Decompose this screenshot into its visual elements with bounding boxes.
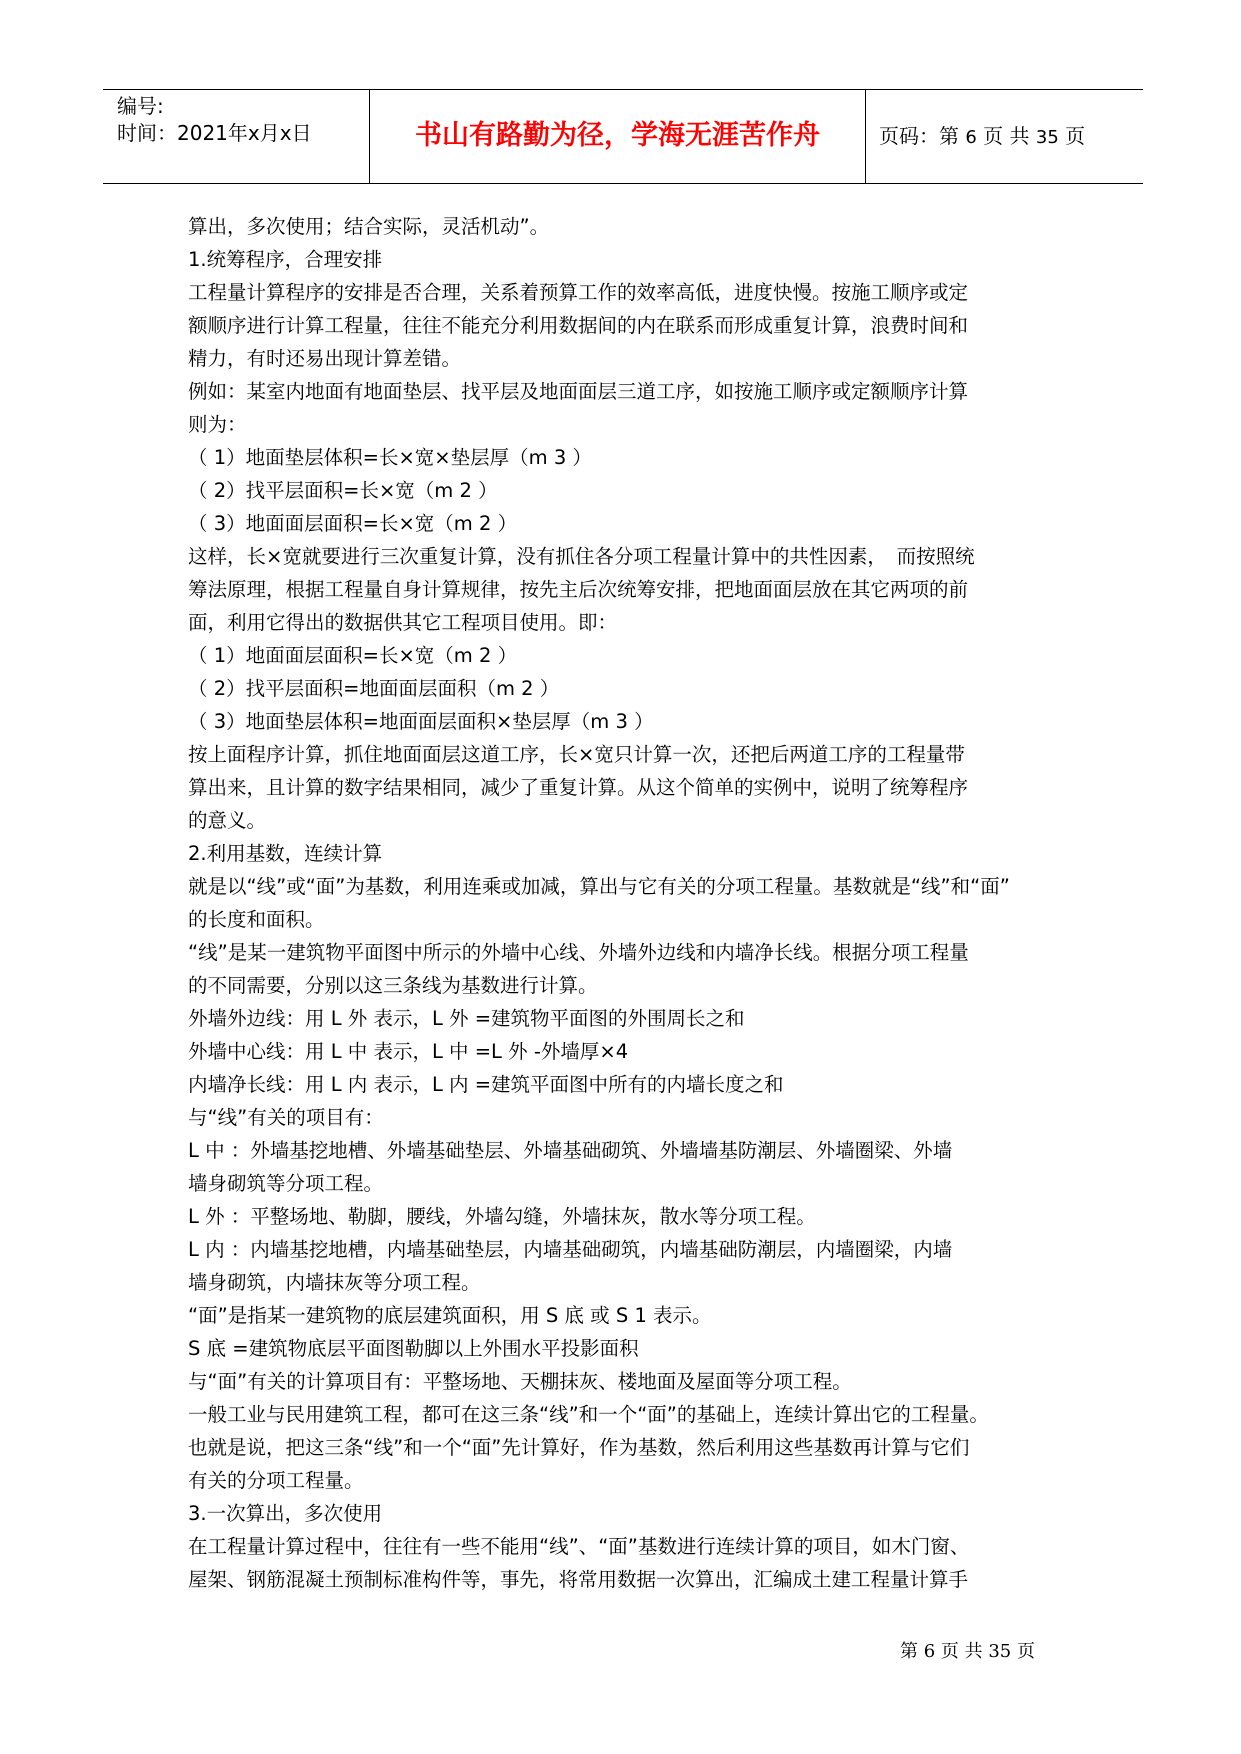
page-code: [879, 124, 1085, 150]
text-line: 有关的分项工程量。: [188, 1469, 364, 1492]
text-line: 1.统筹程序，合理安排: [188, 248, 383, 271]
text-line: 墙身砌筑，内墙抹灰等分项工程。: [188, 1271, 481, 1294]
header-info-cell: [103, 90, 370, 183]
text-line: 算出来，且计算的数字结果相同，减少了重复计算。从这个简单的实例中，说明了统筹程序: [188, 776, 969, 799]
date-label: 时间：2021年x月x日: [117, 121, 312, 145]
text-line: 算出，多次使用；结合实际，灵活机动”。: [188, 215, 550, 238]
page-code-prefix: 页码：第: [879, 124, 959, 148]
text-line: （ 2）找平层面积=长×宽（m 2 ）: [188, 479, 498, 502]
page-current-number: 6: [965, 127, 977, 148]
motto-text: 书山有路勤为径，学海无涯苦作舟: [415, 120, 820, 151]
text-line: （ 1）地面垫层体积=长×宽×垫层厚（m 3 ）: [188, 446, 592, 469]
page-code-suffix: 页: [1065, 124, 1086, 148]
text-line: 的意义。: [188, 809, 267, 832]
text-line: 在工程量计算过程中，往往有一些不能用“线”、“面”基数进行连续计算的项目，如木门窗、: [188, 1535, 970, 1558]
page-total-number: 35: [1035, 127, 1059, 148]
text-line: 屋架、钢筋混凝土预制标准构件等，事先，将常用数据一次算出，汇编成土建工程量计算手: [188, 1568, 969, 1591]
text-line: L 内 ：内墙基挖地槽，内墙基础垫层，内墙基础砌筑，内墙基础防潮层，内墙圈梁，内墙: [188, 1238, 953, 1261]
text-line: 例如：某室内地面有地面垫层、找平层及地面面层三道工序，如按施工顺序或定额顺序计算: [188, 380, 969, 403]
text-line: 就是以“线”或“面”为基数，利用连乘或加减，算出与它有关的分项工程量。基数就是“线”和“面”: [188, 875, 1010, 898]
page-header: [103, 89, 1143, 184]
text-line: （ 3）地面面层面积=长×宽（m 2 ）: [188, 512, 518, 535]
text-line: 2.利用基数，连续计算: [188, 842, 383, 865]
page-code-middle: 页 共: [983, 124, 1030, 148]
text-line: 与“面”有关的计算项目有：平整场地、天棚抹灰、楼地面及屋面等分项工程。: [188, 1370, 852, 1393]
text-line: （ 2）找平层面积=地面面层面积（m 2 ）: [188, 677, 560, 700]
text-line: 外墙外边线：用 L 外 表示，L 外 =建筑物平面图的外围周长之和: [188, 1007, 745, 1030]
text-line: “线”是某一建筑物平面图中所示的外墙中心线、外墙外边线和内墙净长线。根据分项工程量: [188, 941, 969, 964]
text-line: 筹法原理，根据工程量自身计算规律，按先主后次统筹安排，把地面面层放在其它两项的前: [188, 578, 969, 601]
text-line: 按上面程序计算，抓住地面面层这道工序，长×宽只计算一次，还把后两道工序的工程量带: [188, 743, 965, 766]
text-line: 外墙中心线：用 L 中 表示，L 中 =L 外 -外墙厚×4: [188, 1040, 629, 1063]
text-line: 内墙净长线：用 L 内 表示，L 内 =建筑平面图中所有的内墙长度之和: [188, 1073, 784, 1096]
page-footer: 第 6 页 共 35 页: [900, 1641, 1035, 1662]
text-line: 也就是说，把这三条“线”和一个“面”先计算好，作为基数，然后利用这些基数再计算与它们: [188, 1436, 970, 1459]
serial-number-label: 编号:: [117, 94, 164, 118]
text-line: 则为：: [188, 413, 247, 436]
text-line: 额顺序进行计算工程量，往往不能充分利用数据间的内在联系而形成重复计算，浪费时间和: [188, 314, 969, 337]
text-line: L 中 ：外墙基挖地槽、外墙基础垫层、外墙基础砌筑、外墙墙基防潮层、外墙圈梁、外墙: [188, 1139, 953, 1162]
text-line: 的长度和面积。: [188, 908, 325, 931]
text-line: S 底 =建筑物底层平面图勒脚以上外围水平投影面积: [188, 1337, 639, 1360]
text-line: 的不同需要，分别以这三条线为基数进行计算。: [188, 974, 598, 997]
text-line: “面”是指某一建筑物的底层建筑面积，用 S 底 或 S 1 表示。: [188, 1304, 712, 1327]
header-page-cell: [867, 90, 1143, 183]
text-line: 一般工业与民用建筑工程，都可在这三条“线”和一个“面”的基础上，连续计算出它的工程量。: [188, 1403, 989, 1426]
text-line: （ 3）地面垫层体积=地面面层面积×垫层厚（m 3 ）: [188, 710, 654, 733]
text-line: 与“线”有关的项目有：: [188, 1106, 384, 1129]
text-line: 这样，长×宽就要进行三次重复计算，没有抓住各分项工程量计算中的共性因素， 而按照统: [188, 545, 975, 568]
text-line: 面，利用它得出的数据供其它工程项目使用。即：: [188, 611, 618, 634]
text-line: L 外 ：平整场地、勒脚，腰线，外墙勾缝，外墙抹灰，散水等分项工程。: [188, 1205, 816, 1228]
text-line: 墙身砌筑等分项工程。: [188, 1172, 384, 1195]
text-line: 精力，有时还易出现计算差错。: [188, 347, 462, 370]
document-body: [188, 210, 1068, 1596]
text-line: 工程量计算程序的安排是否合理，关系着预算工作的效率高低，进度快慢。按施工顺序或定: [188, 281, 969, 304]
text-line: （ 1）地面面层面积=长×宽（m 2 ）: [188, 644, 518, 667]
header-motto-cell: [370, 90, 866, 183]
text-line: 3.一次算出，多次使用: [188, 1502, 383, 1525]
